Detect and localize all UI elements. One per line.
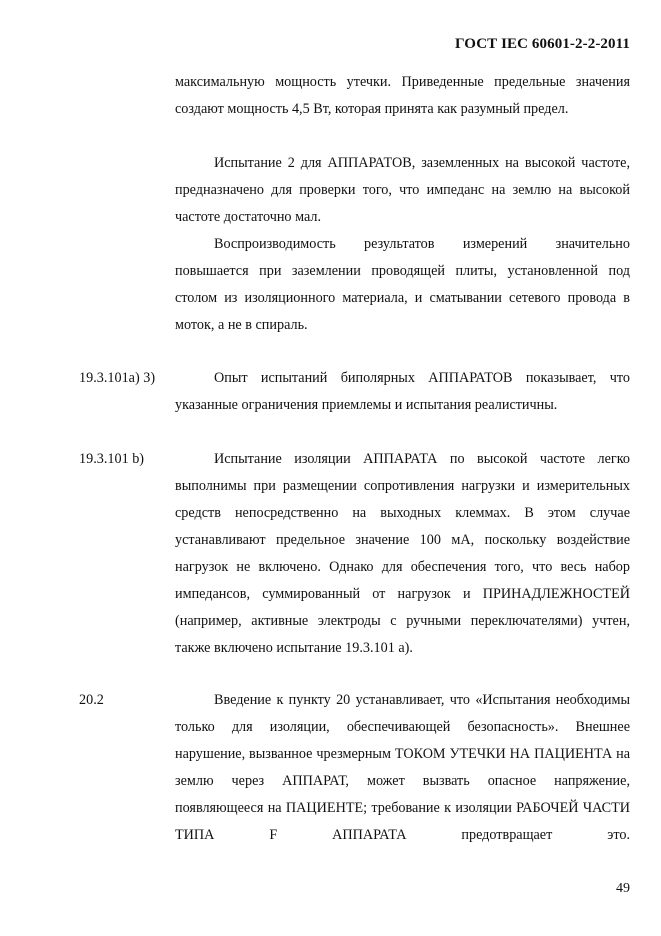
paragraph-1: максимальную мощность утечки. Приведенные предельные значения создают мощность 4,5 Вт, которая принята как разумный предел. (175, 74, 630, 117)
section-number-19-3-101a3: 19.3.101a) 3) (79, 370, 156, 386)
paragraph-5: Испытание изоляции АППАРАТА по высокой частоте легко выполнимы при размещении сопротивления нагрузки и измерительных средств непосредственно на выходных клеммах. В этом случае устанавливают предельное значение 100 мА, поскольку воздействие нагрузок не включено. Однако для обеспечения того, что весь набор импедансов, суммированный от нагрузок и ПРИНАДЛЕЖНОСТЕЙ (например, активные электроды с ручными переключателями) учтен, также включено испытание 19.3.101 a). (175, 451, 630, 656)
document-header: ГОСТ IEC 60601-2-2-2011 (455, 36, 630, 52)
page-number: 49 (616, 881, 630, 896)
paragraph-3: Воспроизводимость результатов измерений значительно повышается при заземлении проводящей плиты, установленной под столом из изоляционного материала, и сматывании сетевого провода в моток, а не в спираль. (175, 236, 630, 333)
section-number-19-3-101b: 19.3.101 b) (79, 451, 145, 467)
paragraph-2: Испытание 2 для АППАРАТОВ, заземленных на высокой частоте, предназначено для проверки того, что импеданс на землю на высокой частоте достаточно мал. (175, 155, 630, 225)
paragraph-4: Опыт испытаний биполярных АППАРАТОВ показывает, что указанные ограничения приемлемы и испытания реалистичны. (175, 370, 630, 413)
paragraph-6: Введение к пункту 20 устанавливает, что «Испытания необходимы только для изоляции, обеспечивающей безопасность». Внешнее нарушение, вызванное чрезмерным ТОКОМ УТЕЧКИ НА ПАЦИЕНТА на землю через АППАРАТ, может вызвать опасное напряжение, появляющееся на ПАЦИЕНТЕ; требование к изоляции РАБОЧЕЙ ЧАСТИ ТИПА F АППАРАТА предотвращает это. (175, 692, 630, 843)
section-number-20-2: 20.2 (79, 692, 104, 708)
